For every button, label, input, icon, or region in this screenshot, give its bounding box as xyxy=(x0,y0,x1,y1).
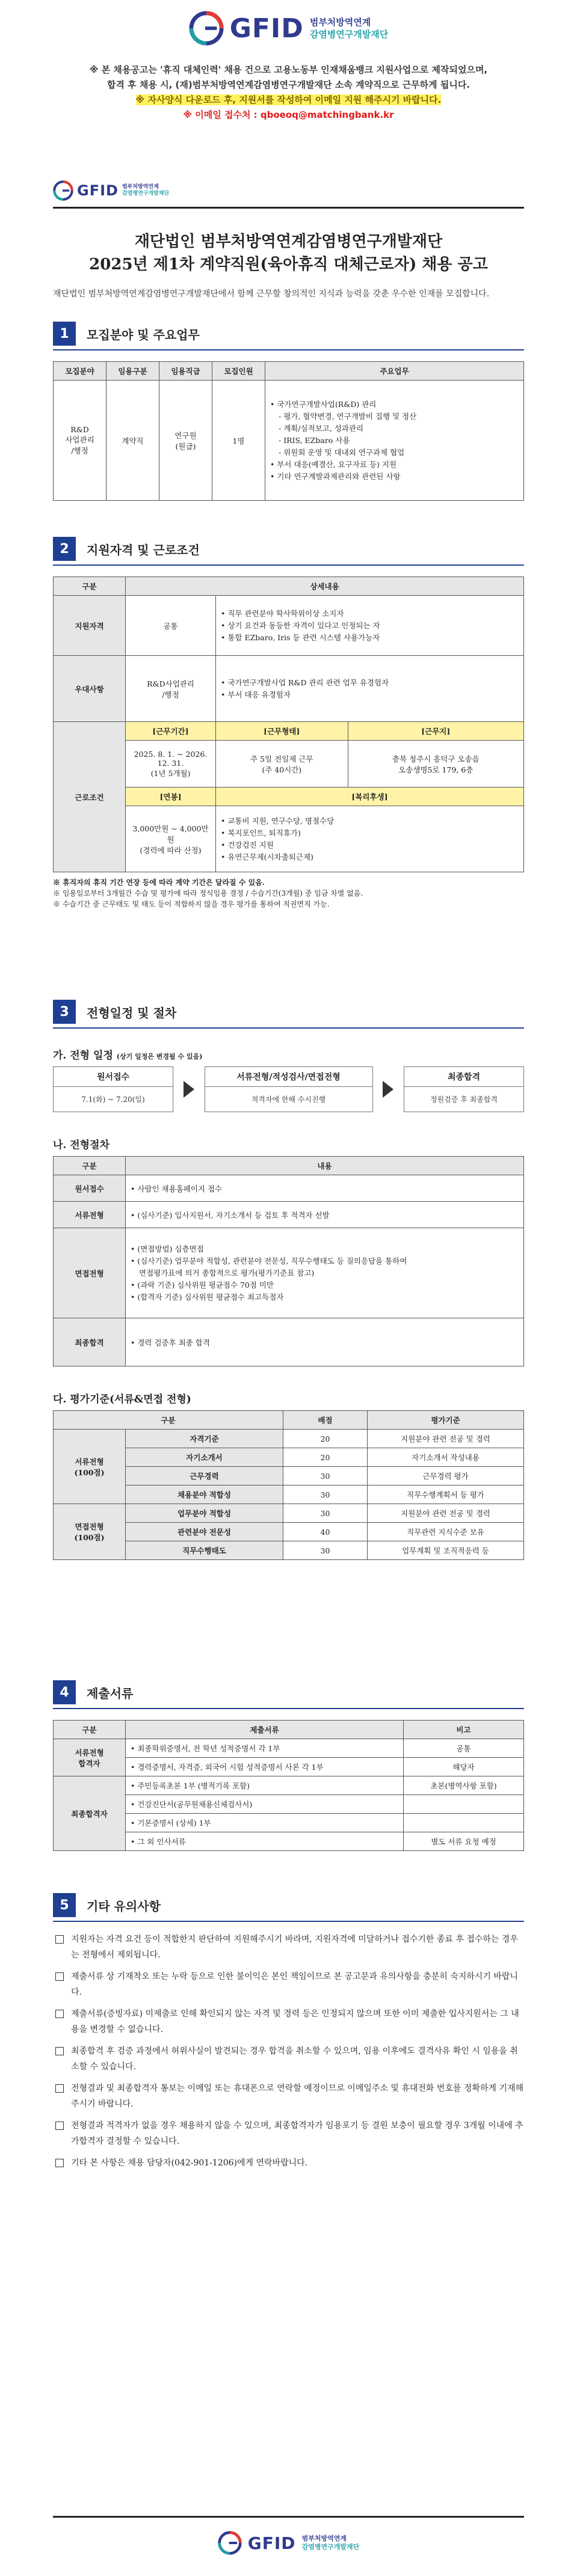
brand-subtitle: 범부처방역연계 감염병연구개발재단 xyxy=(309,17,389,40)
flow-step-desc: 7.1(화) ~ 7.20(일) xyxy=(81,1095,145,1104)
stage-label: 면접전형 xyxy=(54,1228,126,1318)
duty-item: - 계획/실적보고, 성과관리 xyxy=(279,423,364,433)
clause-item xyxy=(53,2043,524,2075)
clause-item xyxy=(53,2155,524,2171)
pref-sub: R&D사업관리 /행정 xyxy=(126,656,216,722)
doc-item: • 최종학위증명서, 전 학년 성적증명서 각 1부 xyxy=(126,1739,404,1758)
duty-item: • 기타 연구계발과제관리와 관련된 사항 xyxy=(270,471,401,481)
clause-text: 전형결과 적격자가 없을 경우 채용하지 않을 수 있으며, 최종합격자가 임용포기 등 결원 보충이 필요할 경우 3개월 이내에 추가합격자 결정할 수 있습니다. xyxy=(71,2121,523,2146)
doc-brand-word: GFID xyxy=(77,182,119,199)
schedule-title: 가. 전형 일정 xyxy=(53,1050,113,1062)
req-item: • 상기 요건과 동등한 자격이 있다고 인정되는 자 xyxy=(221,620,380,630)
flow-step-final xyxy=(404,1066,524,1112)
footer-brand xyxy=(0,2531,577,2555)
doc-remark xyxy=(404,1814,524,1832)
flow-step-apply xyxy=(53,1066,173,1112)
th-stage: 구분 xyxy=(54,1157,126,1175)
duty-item: • 부서 대응(예결산, 요구자료 등) 지원 xyxy=(270,459,397,469)
checkbox-icon xyxy=(55,1972,64,1981)
criteria-score: 20 xyxy=(283,1448,368,1467)
clause-text: 기타 본 사항은 채용 담당자(042-901-1206)에게 연락바랍니다. xyxy=(71,2158,308,2168)
th-salary: [연봉] xyxy=(126,788,216,806)
doc-remark: 별도 서류 요청 예정 xyxy=(404,1832,524,1851)
notice-email[interactable]: ※ 이메일 접수처 : qboeoq@matchingbank.kr xyxy=(183,109,394,120)
note-3: ※ 수습기간 중 근무태도 및 태도 등이 적합하지 않을 경우 평가를 통하여 직권면직 가능. xyxy=(53,900,330,908)
group-interview: 면접전형 (100점) xyxy=(54,1504,126,1560)
welfare-item: • 건강검진 지원 xyxy=(221,840,274,849)
criteria-score: 30 xyxy=(283,1467,368,1485)
section-1-header xyxy=(53,322,524,346)
th-field: 모집분야 xyxy=(54,362,106,381)
section-2-header xyxy=(53,537,524,561)
th-type: 임용구분 xyxy=(106,362,159,381)
flow-step-title: 원서접수 xyxy=(54,1067,173,1087)
cell-rank: 연구원 (원급) xyxy=(159,381,212,501)
clause-text: 제출서류(증빙자료) 미제출로 인해 확인되지 않는 자격 및 경력 등은 인정되지 않으며 또한 이미 제출한 입사지원서는 그 내용을 변경할 수 없습니다. xyxy=(71,2009,519,2034)
row-label-requirements: 지원자격 xyxy=(54,596,126,656)
th-docs: 제출서류 xyxy=(126,1721,404,1739)
checkbox-icon xyxy=(55,2084,64,2093)
stage-item: • (면접방법) 심층면접 xyxy=(131,1244,204,1253)
clause-text: 지원자는 자격 요건 등이 적합한지 판단하여 지원해주시기 바라며, 지원자격에 미달하거나 접수기한 종료 후 접수하는 경우는 전형에서 제외됩니다. xyxy=(71,1935,518,1960)
stage-label: 서류전형 xyxy=(54,1202,126,1228)
row-label-conditions: 근로조건 xyxy=(54,722,126,872)
criteria-item: 자격기준 xyxy=(126,1430,283,1448)
section-4-number: 4 xyxy=(53,1680,76,1704)
section-2-number: 2 xyxy=(53,537,76,561)
criteria-score: 30 xyxy=(283,1485,368,1504)
criteria-desc: 업무계획 및 조직적응력 등 xyxy=(368,1541,524,1560)
footer-brand-word: GFID xyxy=(247,2533,296,2553)
th-detail: 상세내용 xyxy=(126,577,524,596)
doc-brand-subtitle: 범부처방역연계 감염병연구개발재단 xyxy=(122,184,170,197)
doc-item: • 경력증명서, 자격증, 외국어 시험 성적증명서 사본 각 1부 xyxy=(126,1758,404,1776)
pref-item: • 국가연구개발사업 R&D 관리 관련 업무 유경험자 xyxy=(221,678,389,687)
clause-item xyxy=(53,1932,524,1963)
welfare-item: • 유연근무제(시차출퇴근제) xyxy=(221,852,313,861)
stage-label: 최종합격 xyxy=(54,1318,126,1366)
pref-item: • 부서 대응 유경험자 xyxy=(221,690,291,699)
top-divider xyxy=(53,207,524,209)
th-worktype: [근무형태] xyxy=(216,722,348,741)
doc-item: • 주민등록초본 1부 (병적기록 포함) xyxy=(126,1776,404,1795)
clause-text: 최종합격 후 검증 과정에서 허위사실이 발견되는 경우 합격을 취소할 수 있으며, 임용 이후에도 결격사유 확인 시 임용을 취소할 수 있습니다. xyxy=(71,2046,518,2072)
brand-word: GFID xyxy=(229,13,304,44)
notice-line-3: ※ 자사양식 다운로드 후, 지원서를 작성하여 이메일 지원 해주시기 바랍니다. xyxy=(135,94,442,105)
criteria-item: 자기소개서 xyxy=(126,1448,283,1467)
notice-line-1: ※ 본 채용공고는 '휴직 대체인력' 채용 건으로 고용노동부 인재채움뱅크 지원사업으로 제작되었으며, xyxy=(89,64,488,75)
gfid-logo-icon xyxy=(218,2531,242,2555)
top-banner xyxy=(0,0,577,162)
duty-item: • 국가연구개발사업(R&D) 관리 xyxy=(270,399,377,409)
stage-item: • (심사기준) 업무분야 적합성, 관련분야 전문성, 직무수행태도 등 질의응답을 통하여 xyxy=(131,1256,407,1265)
req-item: • 통합 EZbaro, Iris 등 관련 시스템 사용가능자 xyxy=(221,632,380,642)
checkbox-icon xyxy=(55,2010,64,2018)
stage-item: 면접평가표에 의거 종합적으로 평가(평가기준표 참고) xyxy=(139,1268,315,1277)
cell-salary: 3,000만원 ~ 4,000만원 (경력에 따라 산정) xyxy=(126,806,216,872)
qualification-table xyxy=(53,577,524,872)
flow-arrow-icon xyxy=(383,1081,393,1098)
cell-location: 충북 청주시 흥덕구 오송읍 오송생명5로 179, 6층 xyxy=(348,741,524,788)
doc-item: • 건강진단서(공무원채용신체검사서) xyxy=(126,1795,404,1814)
th-content: 내용 xyxy=(126,1157,524,1175)
gfid-logo-icon xyxy=(189,11,224,46)
checkbox-icon xyxy=(55,2122,64,2130)
section-5-rule xyxy=(53,1921,524,1922)
th-period: [근무기간] xyxy=(126,722,216,741)
flow-step-screening xyxy=(205,1066,373,1112)
doc-remark: 해당자 xyxy=(404,1758,524,1776)
group-final: 최종합격자 xyxy=(54,1776,126,1851)
section-1-rule xyxy=(53,349,524,350)
group-document: 서류전형 (100점) xyxy=(54,1430,126,1504)
clause-text: 제출서류 상 기재착오 또는 누락 등으로 인한 불이익은 본인 책임이므로 본 공고문과 유의사항을 충분히 숙지하시기 바랍니다. xyxy=(71,1972,518,1997)
doc-item: • 그 외 인사서류 xyxy=(126,1832,404,1851)
cell-duties xyxy=(265,381,524,501)
bottom-divider xyxy=(53,2516,524,2518)
checkbox-icon xyxy=(55,1935,64,1944)
criteria-desc: 지원분야 관련 전공 및 경력 xyxy=(368,1504,524,1523)
th-criteria: 구분 xyxy=(54,1411,283,1430)
doc-logo xyxy=(53,180,524,201)
criteria-table xyxy=(53,1410,524,1560)
section-4-rule xyxy=(53,1708,524,1709)
gfid-logo-icon xyxy=(53,180,73,201)
recruit-field-table xyxy=(53,361,524,501)
th-score: 배점 xyxy=(283,1411,368,1430)
section-5-title: 기타 유의사항 xyxy=(87,1898,161,1914)
footer-brand-subtitle: 범부처방역연계 감염병연구개발재단 xyxy=(301,2535,360,2551)
stage-content: • (심사기준) 입사지원서, 자기소개서 등 검토 후 적격자 선발 xyxy=(126,1202,524,1228)
req-sub: 공통 xyxy=(126,596,216,656)
stage-item: • (과락 기준) 심사위원 평균점수 70점 미만 xyxy=(131,1280,274,1290)
criteria-item: 직무수행태도 xyxy=(126,1541,283,1560)
section-5-header xyxy=(53,1893,524,1917)
cell-type: 계약직 xyxy=(106,381,159,501)
checkbox-icon xyxy=(55,2159,64,2167)
section-2-rule xyxy=(53,564,524,566)
th-count: 모집인원 xyxy=(212,362,265,381)
condition-notes xyxy=(53,877,524,910)
footer-logo xyxy=(0,2531,577,2555)
stage-content xyxy=(126,1228,524,1318)
procedure-heading: 나. 전형절차 xyxy=(53,1139,110,1151)
flow-step-title: 서류전형/적성검사/면접전형 xyxy=(205,1067,372,1087)
section-1-number: 1 xyxy=(53,322,76,346)
row-label-preference: 우대사항 xyxy=(54,656,126,722)
page-title: 재단법인 범부처방역연계감염병연구개발재단 2025년 제1차 계약직원(육아휴직 대체근로자) 채용 공고 xyxy=(89,233,488,274)
flow-step-desc: 정원검증 후 최종합격 xyxy=(430,1095,498,1104)
section-3-header xyxy=(53,1000,524,1024)
section-3-rule xyxy=(53,1027,524,1029)
schedule-note: (상기 일정은 변경될 수 있음) xyxy=(116,1053,203,1060)
note-1: ※ 휴직자의 휴직 기간 연장 등에 따라 계약 기간은 달라질 수 있음. xyxy=(53,878,265,887)
doc-remark xyxy=(404,1795,524,1814)
cell-count: 1명 xyxy=(212,381,265,501)
stage-content: • 사람인 채용홈페이지 접수 xyxy=(126,1175,524,1202)
criteria-desc: 근무경력 평가 xyxy=(368,1467,524,1485)
schedule-heading xyxy=(53,1047,524,1062)
welfare-item: • 교통비 지원, 연구수당, 명절수당 xyxy=(221,816,335,825)
criteria-item: 업무분야 적합성 xyxy=(126,1504,283,1523)
welfare-item: • 복지포인트, 퇴직휴가) xyxy=(221,828,301,837)
req-list xyxy=(216,596,524,656)
criteria-heading: 다. 평가기준(서류&면접 전형) xyxy=(53,1394,191,1406)
pref-list xyxy=(216,656,524,722)
section-4-title: 제출서류 xyxy=(87,1686,134,1701)
group-document-pass: 서류전형 합격자 xyxy=(54,1739,126,1776)
duty-item: - 위원회 운영 및 대내외 연구과제 협업 xyxy=(279,447,405,457)
section-3-title: 전형일정 및 절차 xyxy=(87,1005,177,1020)
criteria-score: 30 xyxy=(283,1504,368,1523)
clause-item xyxy=(53,2118,524,2149)
cell-welfare xyxy=(216,806,524,872)
doc-item: • 기본증명서 (상세) 1부 xyxy=(126,1814,404,1832)
intro-text: 재단법인 범부처방역연계감염병연구개발재단에서 함께 근무할 창의적인 지식과 능력을 갖춘 우수한 인재를 모집합니다. xyxy=(53,289,490,299)
th-standard: 평가기준 xyxy=(368,1411,524,1430)
clause-text: 전형결과 및 최종합격자 통보는 이메일 또는 휴대폰으로 연락할 예정이므로 이메일주소 및 휴대전화 번호를 정확하게 기재해 주시기 바랍니다. xyxy=(71,2084,524,2109)
th-duties: 주요업무 xyxy=(265,362,524,381)
notice-clauses xyxy=(53,1932,524,2171)
criteria-desc: 직무관련 지식수준 보유 xyxy=(368,1523,524,1541)
th-location: [근무지] xyxy=(348,722,524,741)
duty-item: - IRIS, EZbaro 사용 xyxy=(279,435,350,445)
criteria-item: 채용분야 적합성 xyxy=(126,1485,283,1504)
criteria-desc: 자기소개서 작성내용 xyxy=(368,1448,524,1467)
clause-item xyxy=(53,1969,524,2000)
documents-table xyxy=(53,1720,524,1851)
doc-remark: 공통 xyxy=(404,1739,524,1758)
checkbox-icon xyxy=(55,2047,64,2055)
section-1-title: 모집분야 및 주요업무 xyxy=(87,327,200,342)
flow-step-title: 최종합격 xyxy=(404,1067,523,1087)
clause-item xyxy=(53,2081,524,2112)
criteria-score: 20 xyxy=(283,1430,368,1448)
section-3-number: 3 xyxy=(53,1000,76,1024)
th-category: 구분 xyxy=(54,577,126,596)
cell-worktype: 주 5일 전일제 근무 (주 40시간) xyxy=(216,741,348,788)
notice-block xyxy=(0,63,577,123)
clause-item xyxy=(53,2006,524,2037)
procedure-table xyxy=(53,1156,524,1366)
criteria-item: 관련분야 전문성 xyxy=(126,1523,283,1541)
doc-remark: 초본(병역사항 포함) xyxy=(404,1776,524,1795)
th-rank: 임용직급 xyxy=(159,362,212,381)
criteria-score: 40 xyxy=(283,1523,368,1541)
brand-logo xyxy=(0,11,577,46)
req-item: • 직무 관련분야 학사학위이상 소지자 xyxy=(221,608,344,618)
th-group: 구분 xyxy=(54,1721,126,1739)
flow-arrow-icon xyxy=(184,1081,194,1098)
cell-period: 2025. 8. 1. ~ 2026. 12. 31. (1년 5개월) xyxy=(126,741,216,788)
notice-line-2: 합격 후 채용 시, (재)범부처방역연계감염병연구개발재단 소속 계약직으로 근무하게 됩니다. xyxy=(106,79,471,90)
note-2: ※ 임용일로부터 3개월간 수습 및 평가에 따라 정식임용 결정 / 수습기간(3개월) 중 임금 차별 없음. xyxy=(53,889,363,898)
stage-content: • 경력 검증후 최종 합격 xyxy=(126,1318,524,1366)
section-5-number: 5 xyxy=(53,1893,76,1917)
duty-item: - 평가, 협약변경, 연구개발비 집행 및 정산 xyxy=(279,411,417,421)
th-remark: 비고 xyxy=(404,1721,524,1739)
criteria-item: 근무경력 xyxy=(126,1467,283,1485)
section-2-title: 지원자격 및 근로조건 xyxy=(87,542,200,557)
th-welfare: [복리후생] xyxy=(216,788,524,806)
announcement-document xyxy=(53,180,524,2177)
criteria-desc: 지원분야 관련 전공 및 경력 xyxy=(368,1430,524,1448)
criteria-score: 30 xyxy=(283,1541,368,1560)
section-4-header xyxy=(53,1680,524,1704)
flow-step-desc: 적격자에 한해 수시진행 xyxy=(251,1095,326,1104)
stage-label: 원서접수 xyxy=(54,1175,126,1202)
cell-field: R&D 사업관리 /행정 xyxy=(54,381,106,501)
criteria-desc: 직무수행계획서 등 평가 xyxy=(368,1485,524,1504)
schedule-flow xyxy=(53,1066,524,1112)
stage-item: • (합격자 기준) 심사위원 평균점수 최고득점자 xyxy=(131,1292,284,1302)
